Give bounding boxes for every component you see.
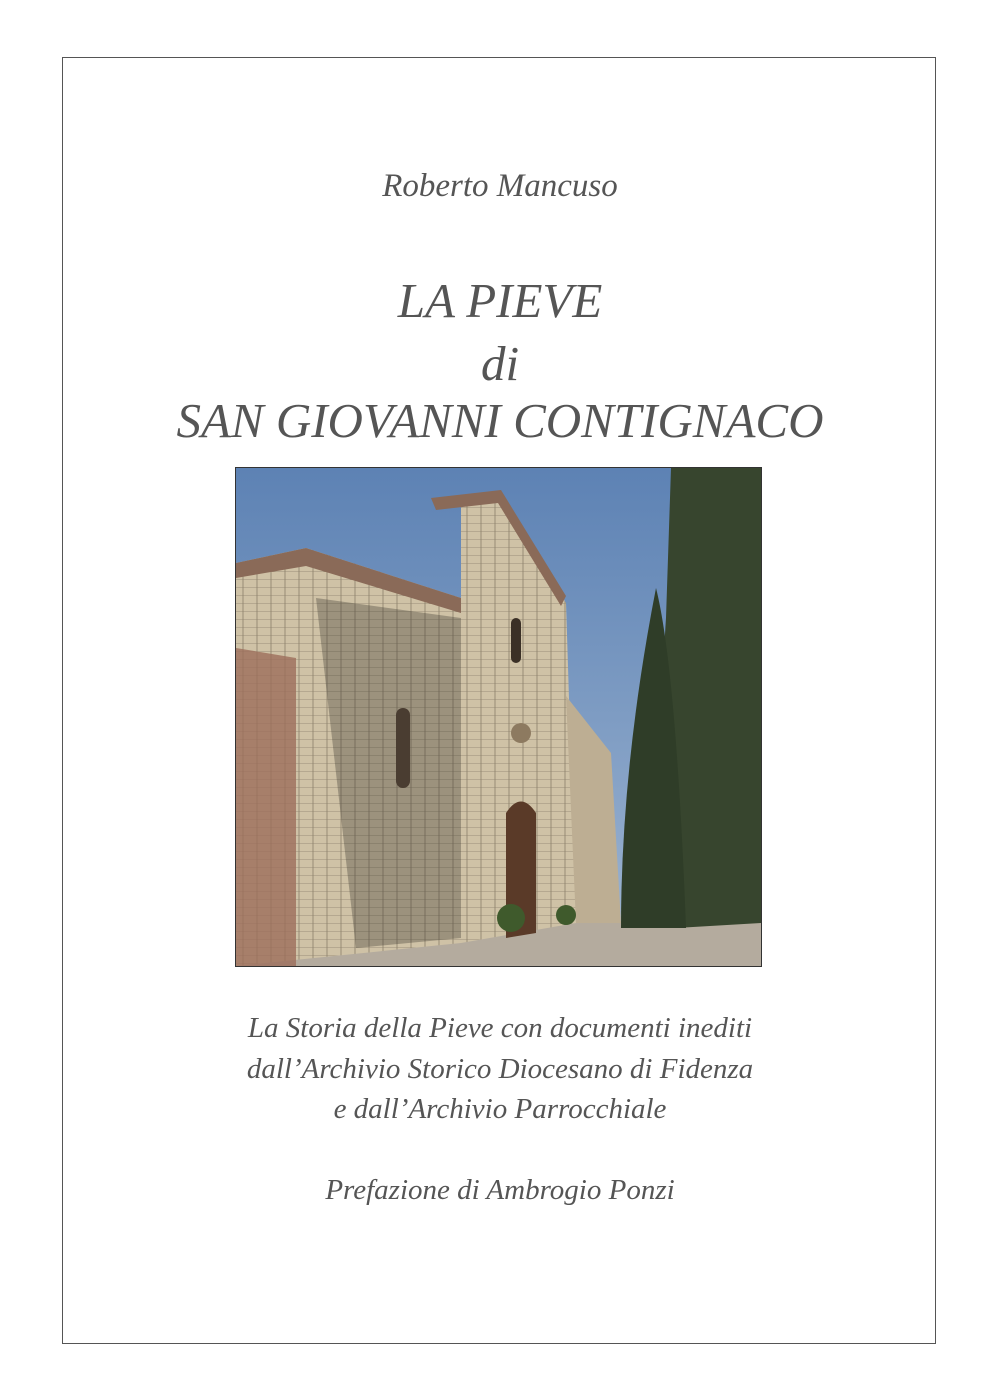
church-photo (235, 467, 762, 967)
author-name: Roberto Mancuso (382, 168, 618, 204)
church-illustration-icon (236, 468, 761, 966)
title-line-2: di (480, 336, 520, 391)
title-line-3: SAN GIOVANNI CONTIGNACO (176, 393, 824, 448)
title-line-1: LA PIEVE (397, 273, 603, 328)
subtitle-line-1: La Storia della Pieve con documenti inediti (247, 1012, 753, 1044)
subtitle-line-2: dall’Archivio Storico Diocesano di Fidenza (246, 1053, 754, 1085)
subtitle-line-3: e dall’Archivio Parrocchiale (333, 1093, 667, 1125)
preface-credit: Prefazione di Ambrogio Ponzi (325, 1174, 675, 1206)
